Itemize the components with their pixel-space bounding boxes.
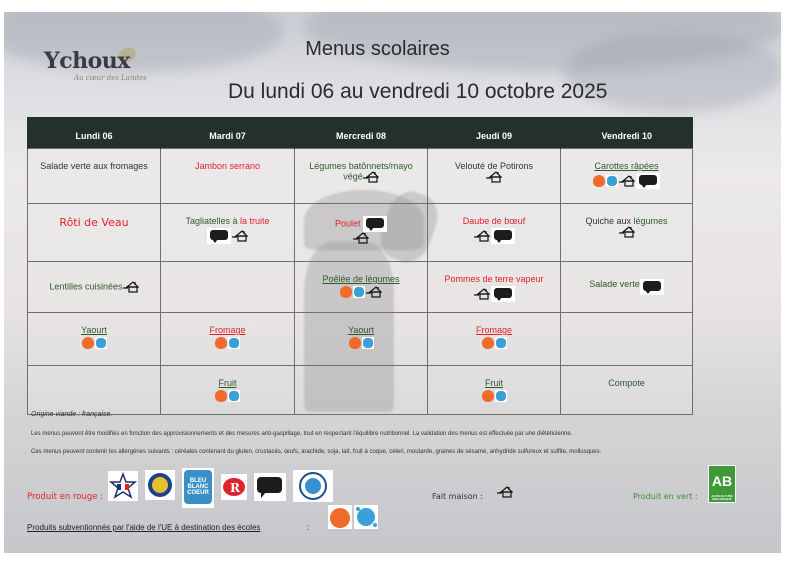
dish-name: Fruit [218,378,237,388]
dish-name: Fruit [485,378,503,388]
menu-cell [28,204,161,262]
menu-cell [28,262,161,313]
dish-name-part: légumes [633,216,668,226]
allergens-note: Ces menus peuvent contenir les allergènes suivants : céréales contenant du gluten, crustacés, œufs, arachide, soja, lait, fruit à coque, céleri, moutarde, graines de sésame, anhydride sulfureux et sulfite, mollusques. [31,449,602,455]
svg-text:R: R [230,481,240,495]
dish-name: Pommes de terre vapeur [444,274,544,284]
local-products-icon [363,216,387,232]
legend-red-label: Produit en rouge : [27,492,104,502]
eu-subsidy-label: Produits subventionnés par l'aide de l'UE à destination des écoles [27,523,261,532]
produits-locaux-logo [254,473,286,501]
dish-name: Légumes batônnets/mayo végé [309,161,413,182]
eu-fruit-icon [215,390,227,402]
dish-name: Poulet [334,218,361,229]
menu-cell [28,313,161,366]
menu-cell [561,366,693,415]
eu-fruit-icon [215,337,227,349]
menu-cell [28,149,161,204]
house-icon [232,230,248,242]
eu-milk-icon [362,337,374,349]
logo-tagline: Au cœur des Landes [74,74,147,82]
menu-cell [561,149,693,204]
dish-name: Salade verte aux fromages [40,161,148,171]
dish-name-part: Tagliatelles à [185,216,241,226]
house-icon [474,230,490,242]
eu-subsidy-logos [328,505,378,529]
viandes-de-france-logo [108,471,138,501]
svg-text:BLANC: BLANC [187,484,209,490]
dish-name: Rôti de Veau [59,216,129,229]
logo: Ychoux [44,48,130,74]
eu-milk-icon [228,337,240,349]
dish-name: Yaourt [348,325,374,335]
table-row [28,262,693,313]
menu-cell [428,262,561,313]
menu-cell [295,149,428,204]
menu-table [27,117,693,415]
eu-milk-icon [228,390,240,402]
table-row [28,366,693,415]
menu-cell [561,262,693,313]
page-title: Menus scolaires [305,38,450,60]
eu-fruit-icon [482,390,494,402]
dish-name: Fromage [475,325,512,335]
house-icon [474,288,490,300]
dish-name: Poêlée de légumes [322,274,400,284]
dish-name: Velouté de Potirons [454,161,534,171]
svg-text:COEUR: COEUR [187,490,209,496]
menu-cell [161,204,295,262]
house-icon [123,281,139,293]
menu-cell [428,149,561,204]
day-header-vendredi: Vendredi 10 [561,117,693,149]
menu-cell [161,366,295,415]
house-icon [486,171,502,183]
eu-milk-logo [354,505,378,529]
eu-milk-icon [495,390,507,402]
local-products-icon [491,228,515,244]
label-rouge-logo [221,474,247,500]
table-row [28,204,693,262]
menu-cell [295,366,428,415]
house-icon [353,232,369,244]
dish-name: Lentilles cuisinées [49,281,123,292]
menu-cell [295,262,428,313]
house-icon [619,175,635,187]
dish-name-part: Quiche aux [585,216,634,226]
house-icon [619,226,635,238]
eu-fruit-icon [349,337,361,349]
eu-fruit-logo [328,505,352,529]
ab-logo-text: AB [711,473,733,489]
svg-text:BLEU: BLEU [189,478,207,484]
eu-milk-icon [495,337,507,349]
igp-logo [145,470,175,500]
house-icon [497,486,513,498]
menu-cell [561,313,693,366]
local-products-icon [491,286,515,302]
meat-origin-note: Origine viande : française. [31,411,113,418]
local-products-icon [640,279,664,295]
day-header-mardi: Mardi 07 [161,117,295,149]
legend-homemade-label: Fait maison : [432,492,483,501]
menu-cell [295,204,428,262]
day-header-lundi: Lundi 06 [28,117,161,149]
eu-milk-icon [353,286,365,298]
eu-fruit-icon [482,337,494,349]
dish-name: Yaourt [81,325,107,335]
dish-name: Fromage [209,325,246,335]
table-header-row [28,117,693,149]
modification-note: Les menus peuvent être modifiés en fonction des approvisionnements et des mesures anti-gaspillage, tout en respectant l'équilibre nutritionnel. La validation des menus est effectuée par une diététicienne. [31,431,573,437]
menu-cell [561,204,693,262]
eu-fruit-icon [340,286,352,298]
ab-logo-caption: AGRICULTURE BIOLOGIQUE [711,494,733,501]
house-icon [363,171,379,183]
bleu-blanc-coeur-logo [182,468,214,508]
house-icon [366,286,382,298]
local-products-icon [207,228,231,244]
menu-cell [161,149,295,204]
dish-name: Compote [608,378,645,388]
dish-name: Jambon serrano [194,161,261,171]
eu-fruit-icon [593,175,605,187]
eu-subsidy-colon: : [307,523,310,532]
menu-cell [295,313,428,366]
eu-milk-icon [95,337,107,349]
day-header-jeudi: Jeudi 09 [428,117,561,149]
menu-cell [161,262,295,313]
menu-cell [161,313,295,366]
table-row [28,149,693,204]
table-row [28,313,693,366]
menu-cell [428,204,561,262]
page-subtitle: Du lundi 06 au vendredi 10 octobre 2025 [228,80,608,103]
eu-milk-icon [606,175,618,187]
peche-durable-logo [293,470,333,502]
dish-name: Daube de bœuf [462,216,526,226]
menu-cell [28,366,161,415]
menu-cell [428,313,561,366]
day-header-mercredi: Mercredi 08 [295,117,428,149]
menu-cell [428,366,561,415]
legend-green-label: Produit en vert : [633,492,698,501]
label-logos [108,468,333,508]
dish-name-part: la truite [240,216,270,226]
eu-fruit-icon [82,337,94,349]
dish-name: Carottes râpées [594,161,659,171]
ab-bio-logo [708,465,736,503]
local-products-icon [636,173,660,189]
dish-name: Salade verte [589,279,640,289]
